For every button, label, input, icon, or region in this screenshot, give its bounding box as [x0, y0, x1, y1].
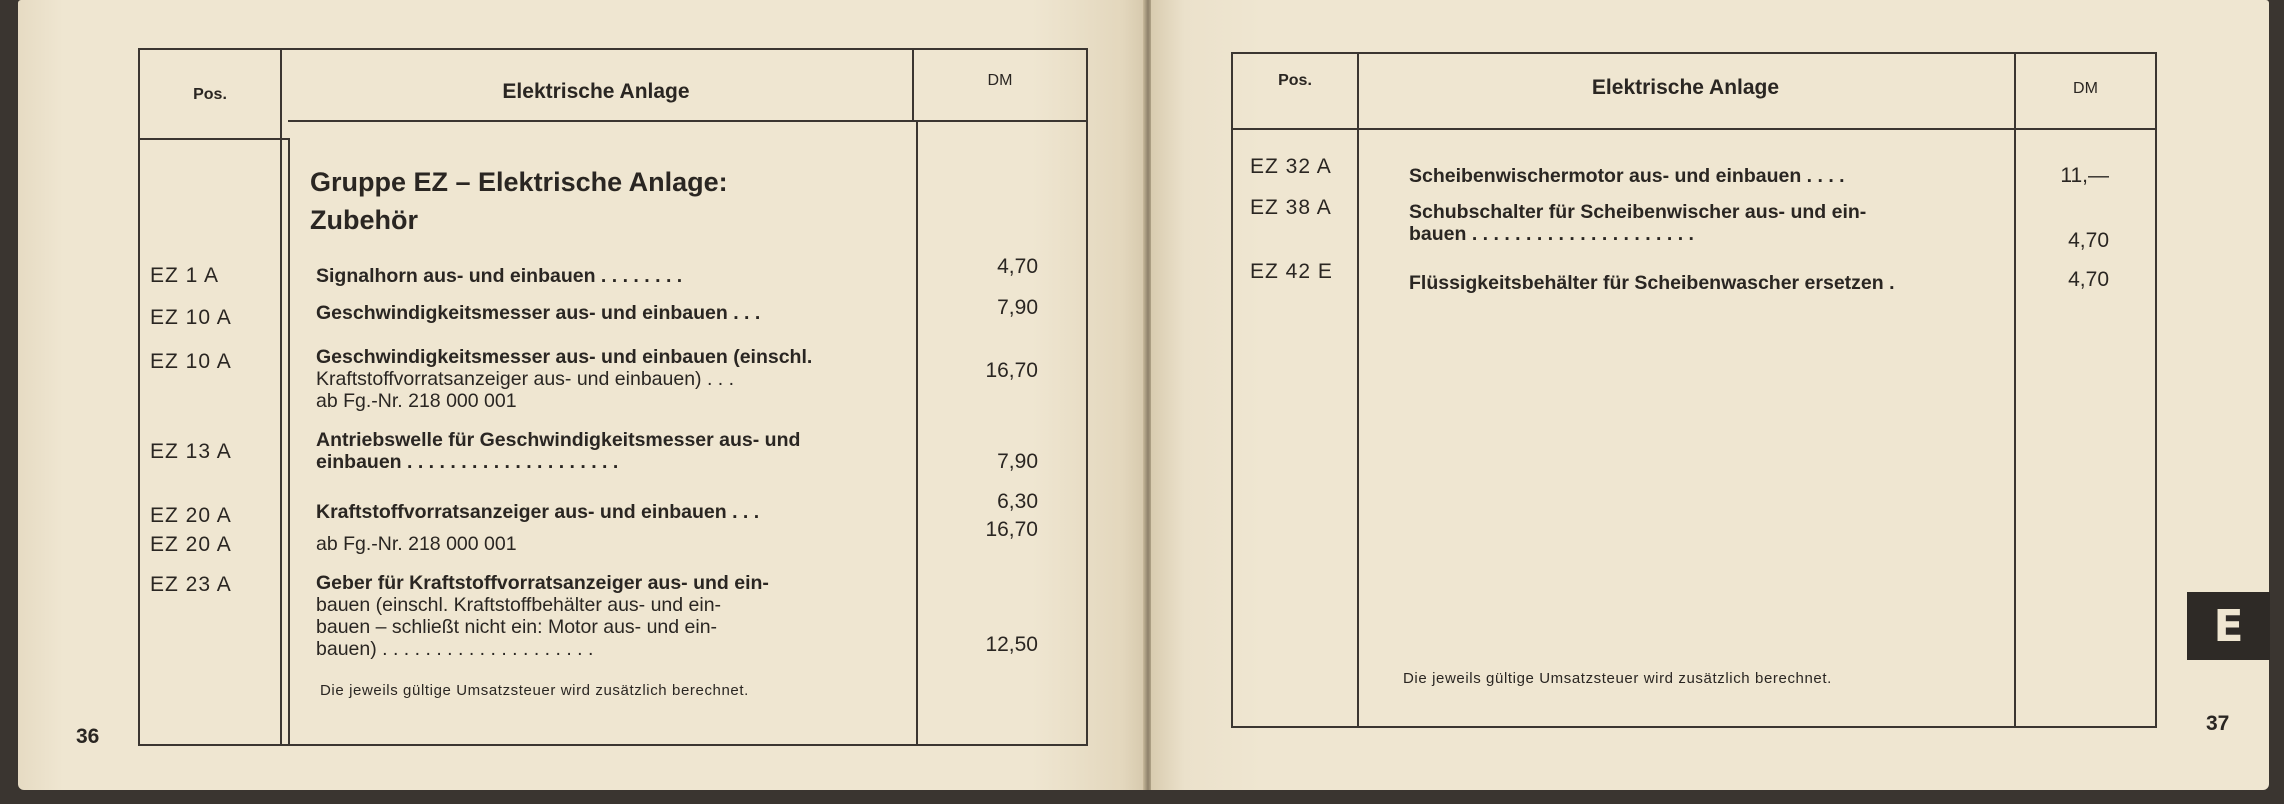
header-title: Elektrische Anlage — [502, 80, 690, 103]
row-description-line: Kraftstoffvorratsanzeiger aus- und einbauen . . . — [316, 501, 760, 523]
row-description-line: ab Fg.-Nr. 218 000 001 — [316, 533, 517, 555]
row-pos: EZ 38 A — [1250, 196, 1332, 219]
row-price: 12,50 — [985, 633, 1038, 656]
right-page — [1151, 0, 2269, 790]
row-description-line: Antriebswelle für Geschwindigkeitsmesser aus- und — [316, 429, 801, 451]
page-number: 36 — [76, 725, 100, 748]
price-table-left — [138, 48, 1088, 746]
row-description-line: bauen (einschl. Kraftstoffbehälter aus- und ein- — [316, 594, 722, 616]
header-pos: Pos. — [1278, 72, 1312, 89]
tax-note: Die jeweils gültige Umsatzsteuer wird zusätzlich berechnet. — [1403, 670, 1832, 687]
header-dm: DM — [2073, 80, 2098, 97]
row-pos: EZ 10 A — [150, 306, 232, 329]
row-description-line: Signalhorn aus- und einbauen . . . . . . . . — [316, 265, 683, 287]
header-dm: DM — [987, 72, 1013, 89]
row-description-line: Geber für Kraftstoffvorratsanzeiger aus- und ein- — [316, 572, 769, 594]
row-description-line: bauen . . . . . . . . . . . . . . . . . . . . . — [1409, 223, 1694, 245]
row-description-line: Scheibenwischermotor aus- und einbauen . . . . — [1409, 165, 1845, 187]
row-price: 11,— — [2060, 164, 2109, 187]
group-title-line-1: Gruppe EZ – Elektrische Anlage: — [310, 167, 728, 197]
row-price: 16,70 — [985, 518, 1038, 541]
left-page — [18, 0, 1145, 790]
tax-note: Die jeweils gültige Umsatzsteuer wird zusätzlich berechnet. — [320, 682, 749, 699]
group-title-line-2: Zubehör — [310, 205, 418, 235]
row-pos: EZ 1 A — [150, 264, 220, 287]
header-title: Elektrische Anlage — [1591, 76, 1780, 99]
price-table-right — [1231, 52, 2157, 728]
row-pos: EZ 10 A — [150, 350, 232, 373]
row-pos: EZ 23 A — [150, 573, 232, 596]
row-description-line: bauen – schließt nicht ein: Motor aus- und ein- — [316, 616, 718, 638]
header-pos: Pos. — [193, 86, 227, 103]
row-pos: EZ 20 A — [150, 504, 232, 527]
row-pos: EZ 20 A — [150, 533, 232, 556]
row-pos: EZ 42 E — [1250, 260, 1333, 283]
row-description-line: Geschwindigkeitsmesser aus- und einbauen . . . — [316, 302, 761, 324]
row-price: 6,30 — [997, 490, 1038, 513]
row-price: 4,70 — [2068, 229, 2109, 252]
row-price: 4,70 — [2068, 268, 2109, 291]
row-description-line: einbauen . . . . . . . . . . . . . . . . . . . . — [316, 451, 619, 473]
row-description-line: Flüssigkeitsbehälter für Scheibenwascher ersetzen . — [1409, 272, 1895, 294]
row-description-line: Schubschalter für Scheibenwischer aus- und ein- — [1409, 201, 1867, 223]
row-price: 16,70 — [985, 359, 1038, 382]
row-pos: EZ 13 A — [150, 440, 232, 463]
row-description-line: bauen) . . . . . . . . . . . . . . . . . . . . — [316, 638, 594, 660]
row-pos: EZ 32 A — [1250, 155, 1332, 178]
row-price: 7,90 — [997, 450, 1038, 473]
row-description-line: ab Fg.-Nr. 218 000 001 — [316, 390, 517, 412]
row-description-line: Geschwindigkeitsmesser aus- und einbauen (einschl. — [316, 346, 813, 368]
row-price: 4,70 — [997, 255, 1038, 278]
row-price: 7,90 — [997, 296, 1038, 319]
section-tab[interactable]: E — [2187, 592, 2270, 660]
row-description-line: Kraftstoffvorratsanzeiger aus- und einbauen) . . . — [316, 368, 735, 390]
page-number: 37 — [2206, 712, 2230, 735]
